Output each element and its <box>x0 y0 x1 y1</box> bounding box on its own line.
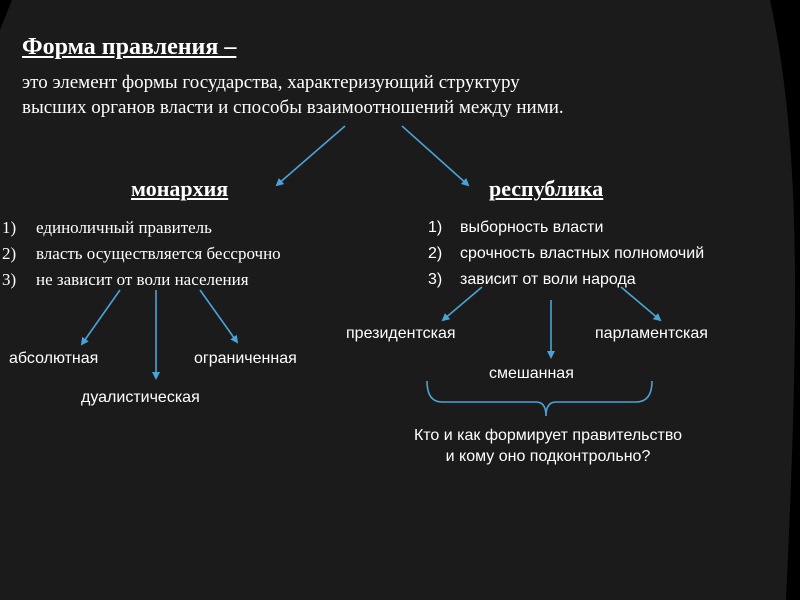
question-line-1: Кто и как формирует правительство <box>413 427 683 444</box>
monarchy-features-list <box>2 215 281 293</box>
list-item <box>428 267 704 293</box>
type-mixed: смешанная <box>489 365 574 382</box>
list-item <box>428 215 704 241</box>
republic-heading: республика <box>489 176 604 201</box>
type-absolute: абсолютная <box>9 350 99 367</box>
list-item <box>2 267 281 293</box>
list-item-text: власть осуществляется бессрочно <box>36 244 281 263</box>
list-item-number: 3) <box>2 270 17 289</box>
definition-text <box>22 70 564 120</box>
list-item-number: 1) <box>2 218 17 237</box>
list-item-number: 3) <box>428 271 443 288</box>
definition-title: Форма правления – <box>22 34 237 60</box>
list-item-text: срочность властных полномочий <box>460 245 705 262</box>
definition-text-line-1: это элемент формы государства, характеризующий структуру <box>22 72 520 93</box>
type-parliamentary: парламентская <box>595 325 708 342</box>
list-item <box>428 241 704 267</box>
list-item-number: 2) <box>428 245 443 262</box>
list-item <box>2 241 281 267</box>
definition-text-line-2: высших органов власти и способы взаимоотношений между ними. <box>22 97 564 118</box>
arrow-to-monarchy <box>277 126 345 185</box>
republic-features-list <box>428 215 704 293</box>
arrow-to-republic <box>402 126 468 185</box>
list-item-text: не зависит от воли населения <box>36 270 249 289</box>
arrow-to-limited <box>200 290 237 342</box>
type-presidential: президентская <box>346 325 456 342</box>
type-dualistic: дуалистическая <box>81 389 200 406</box>
list-item-text: зависит от воли народа <box>460 271 636 288</box>
list-item <box>2 215 281 241</box>
list-item-number: 2) <box>2 244 17 263</box>
list-item-text: единоличный правитель <box>36 218 212 237</box>
list-item-number: 1) <box>428 219 443 236</box>
monarchy-heading: монархия <box>131 176 229 201</box>
arrow-to-absolute <box>82 290 120 344</box>
type-limited: ограниченная <box>194 350 297 367</box>
list-item-text: выборность власти <box>460 219 604 236</box>
question-line-2: и кому оно подконтрольно? <box>445 448 651 465</box>
question-text <box>378 427 718 466</box>
curly-brace <box>427 381 652 416</box>
